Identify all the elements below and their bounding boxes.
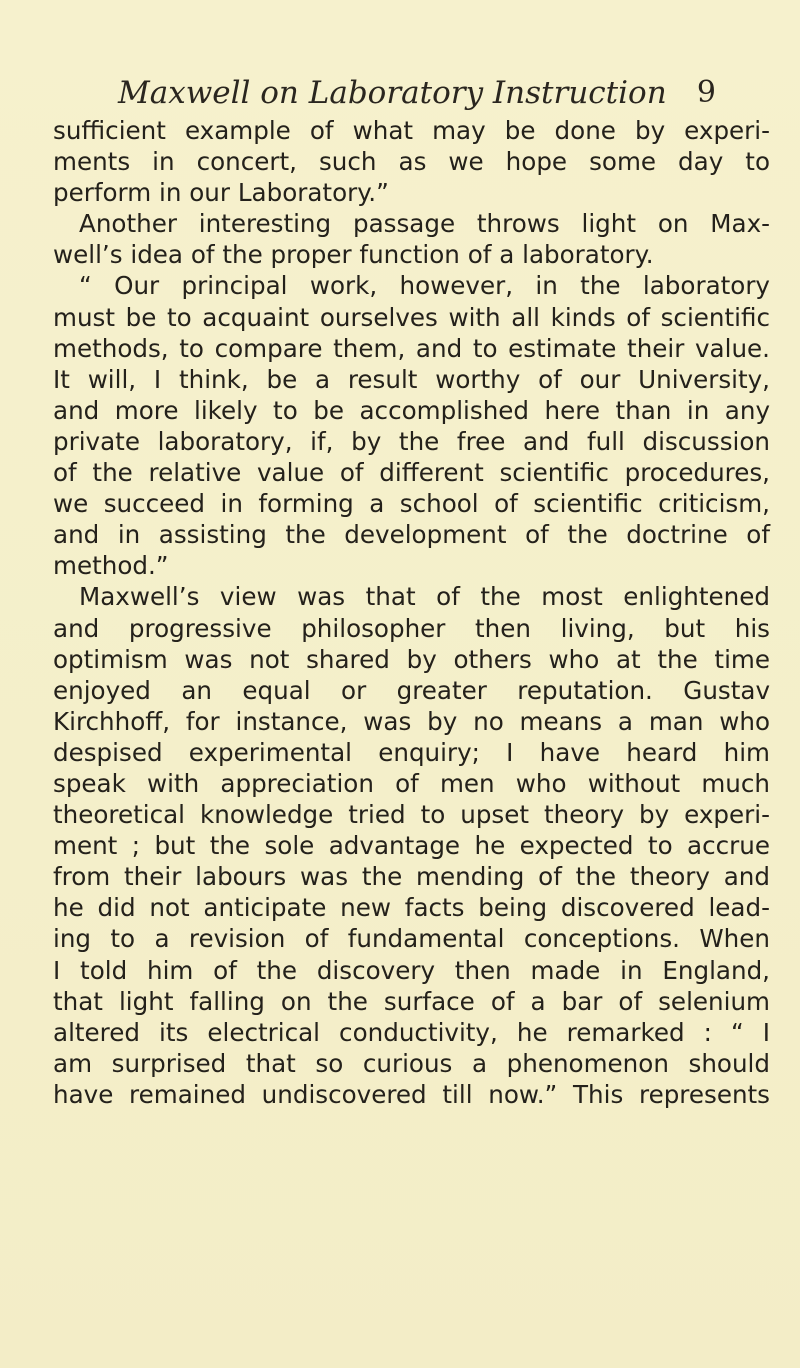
text-line: well’s idea of the proper function of a laboratory.: [53, 240, 654, 270]
text-line: optimism was not shared by others who at the time: [53, 644, 770, 674]
text-line: I told him of the discovery then made in England,: [53, 955, 770, 985]
text-line: and more likely to be accomplished here than in any: [53, 395, 770, 425]
text-line: theoretical knowledge tried to upset theory by experi-: [53, 800, 770, 830]
page-number: 9: [696, 75, 716, 110]
text-line: am surprised that so curious a phenomenon should: [53, 1048, 770, 1078]
text-line: from their labours was the mending of the theory and: [53, 862, 770, 892]
text-line: that light falling on the surface of a bar of selenium: [53, 986, 770, 1016]
text-line: must be to acquaint ourselves with all kinds of scientific: [53, 302, 770, 332]
text-line: we succeed in forming a school of scientific criticism,: [53, 489, 770, 519]
text-line: methods, to compare them, and to estimate their value.: [53, 333, 770, 363]
text-line: despised experimental enquiry; I have heard him: [53, 737, 770, 767]
text-line: private laboratory, if, by the free and full discussion: [53, 426, 770, 456]
text-line: perform in our Laboratory.”: [53, 178, 389, 208]
text-line: and in assisting the development of the doctrine of: [53, 520, 770, 550]
text-line: method.”: [53, 551, 169, 581]
text-line: sufficient example of what may be done by experi-: [53, 116, 770, 145]
text-line: ments in concert, such as we hope some day to: [53, 147, 770, 177]
text-line: Kirchhoff, for instance, was by no means a man who: [53, 706, 770, 736]
text-line: Maxwell’s view was that of the most enlightened: [79, 582, 770, 612]
text-line: enjoyed an equal or greater reputation. Gustav: [53, 675, 770, 705]
text-line: altered its electrical conductivity, he remarked : “ I: [53, 1017, 770, 1047]
text-line: Another interesting passage throws light on Max-: [79, 209, 770, 239]
text-line: of the relative value of different scientific procedures,: [53, 458, 770, 488]
text-line: he did not anticipate new facts being discovered lead-: [53, 893, 770, 923]
text-line: ing to a revision of fundamental conceptions. When: [53, 924, 770, 954]
running-head: [118, 68, 716, 118]
running-title: Maxwell on Laboratory Instruction: [118, 75, 667, 111]
text-line: have remained undiscovered till now.” This represents: [53, 1079, 770, 1109]
text-line: It will, I think, be a result worthy of our University,: [53, 364, 770, 394]
text-line: “ Our principal work, however, in the laboratory: [79, 271, 770, 301]
text-line: speak with appreciation of men who without much: [53, 768, 770, 798]
text-line: ment ; but the sole advantage he expected to accrue: [53, 831, 770, 861]
body-text: [53, 115, 770, 1110]
text-line: and progressive philosopher then living, but his: [53, 613, 770, 643]
